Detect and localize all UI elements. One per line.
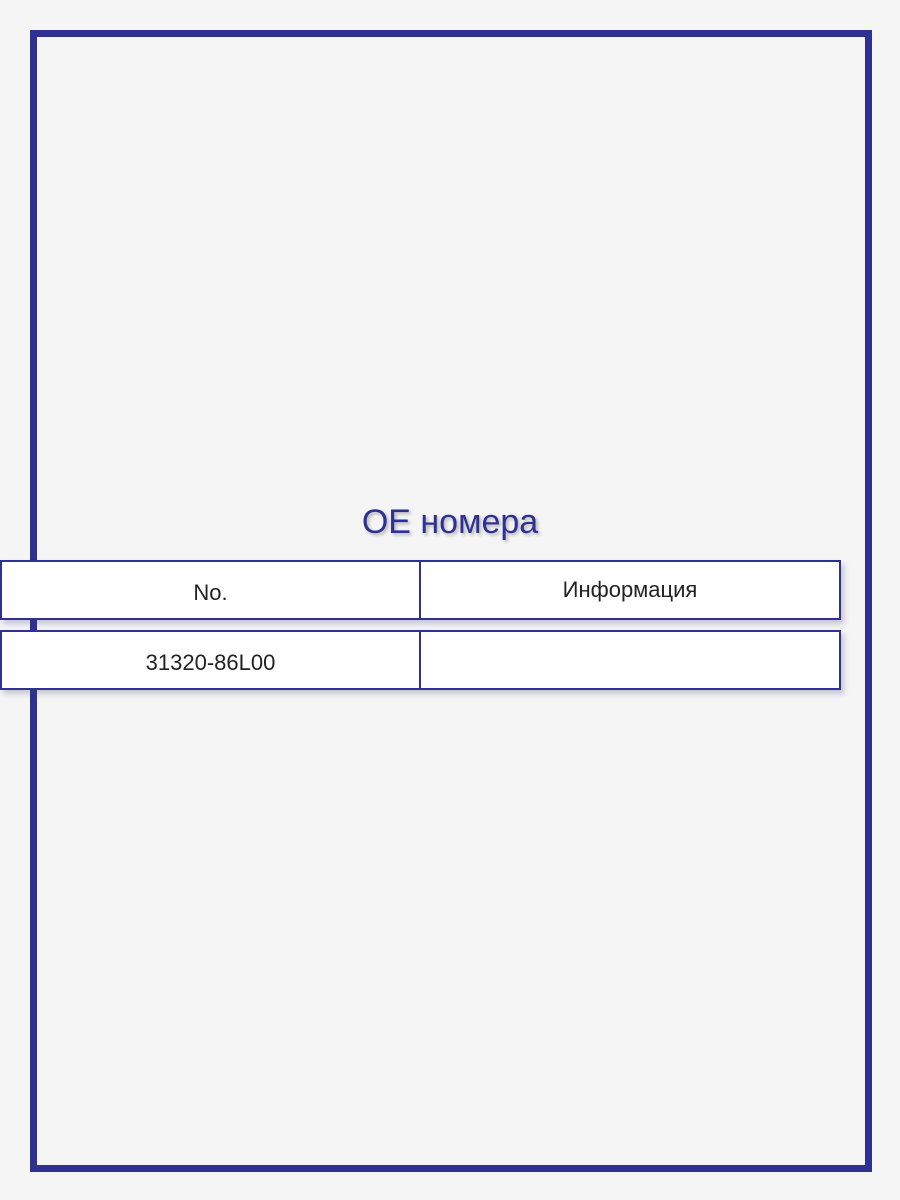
page-title: OE номера <box>361 503 539 541</box>
cell-info <box>419 630 841 690</box>
header-cell-no <box>0 560 421 620</box>
cell-oe-number <box>0 630 421 690</box>
oe-number-value: 31320-86L00 <box>145 650 276 675</box>
table-header-row <box>0 560 841 620</box>
header-label-no: No. <box>193 580 228 605</box>
header-label-info: Информация <box>562 577 698 602</box>
table-row <box>0 630 841 690</box>
header-cell-info <box>419 560 841 620</box>
